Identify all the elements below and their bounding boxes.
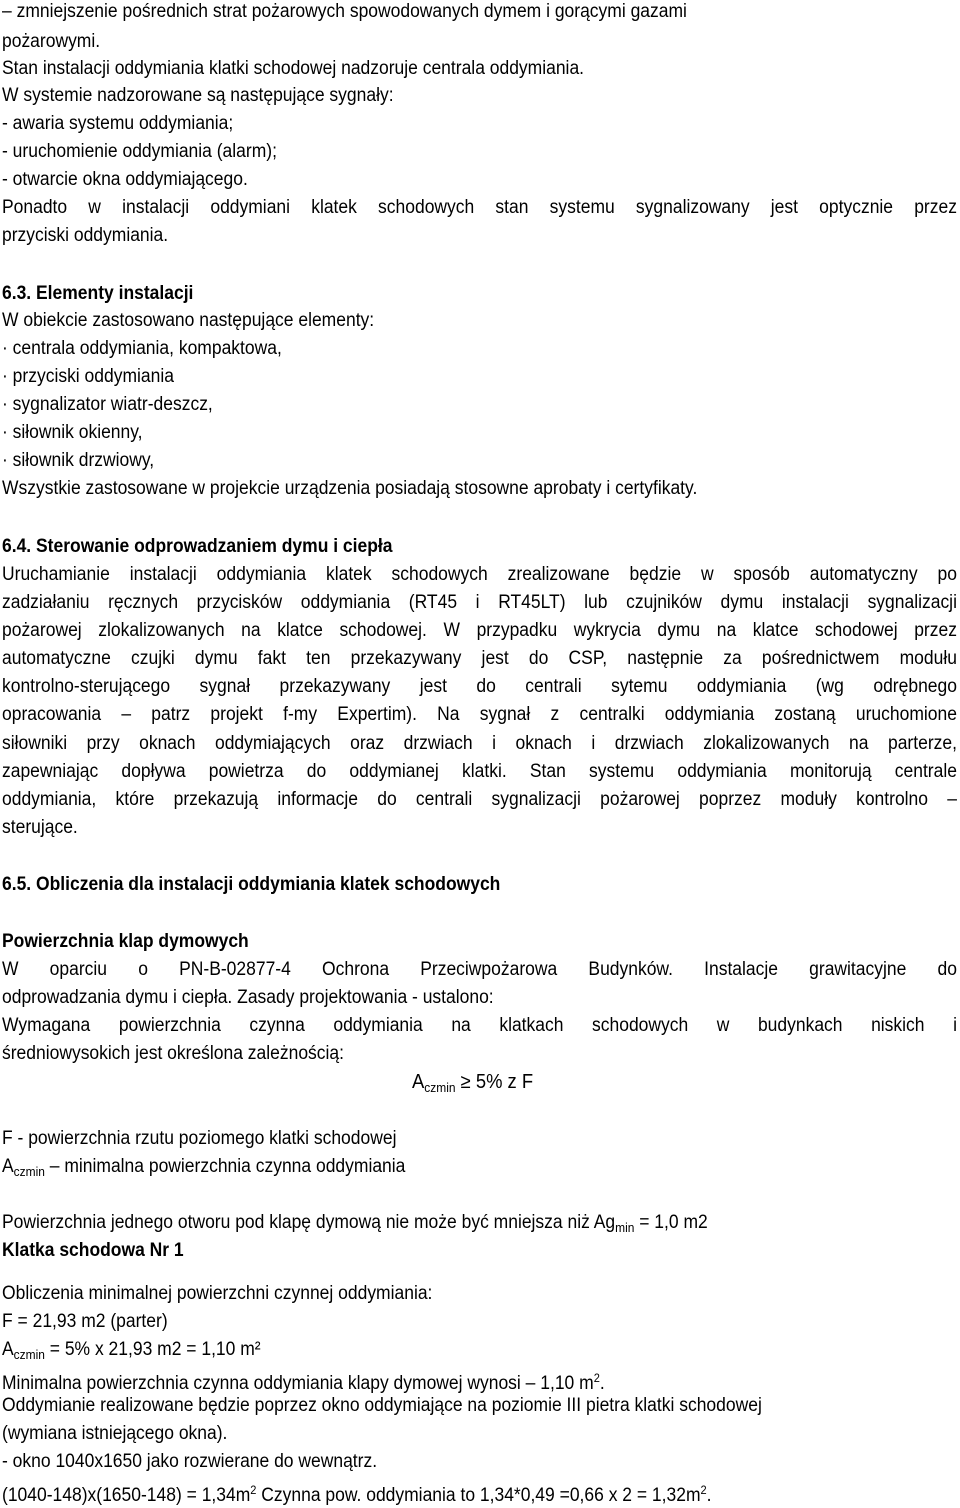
section-heading: 6.3. Elementy instalacji bbox=[2, 283, 194, 304]
text-line: Obliczenia minimalnej powierzchni czynnej oddymiania: bbox=[2, 1283, 433, 1304]
text-line: Ponadto w instalacji oddymiani klatek schodowych stan systemu sygnalizowany jest optycznie przez bbox=[2, 197, 957, 218]
formula bbox=[412, 1070, 914, 1100]
list-item: · przyciski oddymiania bbox=[2, 366, 174, 387]
list-item: - otwarcie okna oddymiającego. bbox=[2, 169, 248, 190]
text-line: W obiekcie zastosowano następujące elementy: bbox=[2, 310, 375, 331]
subsection-heading: Powierzchnia klap dymowych bbox=[2, 931, 249, 952]
paragraph-line: opracowania – patrz projekt f-my Expertim). Na sygnał z centralki oddymiania zostaną uruchomione bbox=[2, 704, 957, 725]
paragraph-line: sterujące. bbox=[2, 817, 78, 838]
text-fragment: . bbox=[706, 1485, 712, 1506]
text-fragment: Minimalna powierzchnia czynna oddymiania klapy dymowej wynosi – 1,10 m bbox=[2, 1373, 594, 1394]
text-line: Stan instalacji oddymiania klatki schodowej nadzoruje centrala oddymiania. bbox=[2, 58, 585, 79]
list-item: - uruchomienie oddymiania (alarm); bbox=[2, 141, 277, 162]
paragraph-line: W oparciu o PN-B-02877-4 Ochrona Przeciwpożarowa Budynków. Instalacje grawitacyjne do bbox=[2, 959, 957, 980]
paragraph-line: zapewniając dopływa powietrza do oddymianej klatki. Stan systemu oddymiania monitorują centrale bbox=[2, 761, 957, 782]
definition-line bbox=[2, 1155, 882, 1184]
text-subscript: min bbox=[615, 1220, 635, 1235]
text-superscript: 2 bbox=[700, 1483, 707, 1497]
list-item: · centrala oddymiania, kompaktowa, bbox=[2, 338, 282, 359]
text-line bbox=[2, 1211, 882, 1240]
definition-subscript: czmin bbox=[13, 1164, 45, 1179]
paragraph-line: automatyczne czujki dymu fakt ten przekazywany jest do CSP, następnie za pośrednictwem modułu bbox=[2, 648, 957, 669]
text-line bbox=[2, 1366, 882, 1396]
formula-rest: ≥ 5% z F bbox=[455, 1071, 534, 1093]
text-line bbox=[2, 1338, 882, 1367]
text-line: F = 21,93 m2 (parter) bbox=[2, 1311, 168, 1332]
formula-subscript: czmin bbox=[424, 1080, 456, 1095]
text-line: Oddymianie realizowane będzie poprzez okno oddymiające na poziomie III pietra klatki schodowej bbox=[2, 1395, 762, 1416]
paragraph-line: siłowniki przy oknach oddymiających oraz drzwiach i oknach i drzwiach zlokalizowanych na parterze, bbox=[2, 733, 957, 754]
text-fragment: . bbox=[599, 1373, 605, 1394]
formula-symbol: A bbox=[412, 1071, 425, 1093]
text-line: Wszystkie zastosowane w projekcie urządzenia posiadają stosowne aprobaty i certyfikaty. bbox=[2, 478, 698, 499]
list-item: · siłownik drzwiowy, bbox=[2, 450, 155, 471]
paragraph-line: średniowysokich jest określona zależnością: bbox=[2, 1043, 344, 1064]
paragraph-line: kontrolno-sterującego sygnał przekazywany jest do centrali sytemu oddymiania (wg odrębnego bbox=[2, 676, 957, 697]
section-heading: 6.5. Obliczenia dla instalacji oddymiania klatek schodowych bbox=[2, 874, 501, 895]
section-heading: 6.4. Sterowanie odprowadzaniem dymu i ciepła bbox=[2, 536, 393, 557]
paragraph-line: pożarowej zlokalizowanych na klatce schodowej. W przypadku wykrycia dymu na klatce schodowej przez bbox=[2, 620, 957, 641]
definition-text: – minimalna powierzchnia czynna oddymiania bbox=[44, 1156, 406, 1177]
paragraph-line: oddymiania, które przekazują informacje do centrali sygnalizacji pożarowej poprzez moduły kontrolno – bbox=[2, 789, 957, 810]
text-line: przyciski oddymiania. bbox=[2, 225, 169, 246]
text-line: (wymiana istniejącego okna). bbox=[2, 1423, 228, 1444]
paragraph-line: Uruchamianie instalacji oddymiania klatek schodowych zrealizowane będzie w sposób automatyczny po bbox=[2, 564, 957, 585]
text-subscript: czmin bbox=[13, 1347, 45, 1362]
text-line bbox=[2, 1478, 882, 1508]
text-line: - okno 1040x1650 jako rozwierane do wewnątrz. bbox=[2, 1451, 378, 1472]
text-fragment: Powierzchnia jednego otworu pod klapę dymową nie może być mniejsza niż Ag bbox=[2, 1212, 616, 1233]
text-fragment: A bbox=[2, 1339, 14, 1360]
list-item: · siłownik okienny, bbox=[2, 422, 143, 443]
text-line: pożarowymi. bbox=[2, 31, 101, 52]
text-fragment: = 5% x 21,93 m2 = 1,10 m² bbox=[44, 1339, 261, 1360]
paragraph-line: Wymagana powierzchnia czynna oddymiania na klatkach schodowych w budynkach niskich i bbox=[2, 1015, 957, 1036]
text-fragment: = 1,0 m2 bbox=[634, 1212, 708, 1233]
paragraph-line: zadziałaniu ręcznych przycisków oddymiania (RT45 i RT45LT) lub czujników dymu instalacji sygnalizacji bbox=[2, 592, 957, 613]
subsection-heading: Klatka schodowa Nr 1 bbox=[2, 1240, 184, 1261]
text-fragment: Czynna pow. oddymiania to 1,34*0,49 =0,66 x 2 = 1,32m bbox=[256, 1485, 701, 1506]
definition-symbol: A bbox=[2, 1156, 14, 1177]
text-line: W systemie nadzorowane są następujące sygnały: bbox=[2, 85, 394, 106]
text-superscript: 2 bbox=[593, 1371, 600, 1385]
text-superscript: 2 bbox=[250, 1483, 257, 1497]
definition-line: F - powierzchnia rzutu poziomego klatki schodowej bbox=[2, 1128, 397, 1149]
text-fragment: (1040-148)x(1650-148) = 1,34m bbox=[2, 1485, 251, 1506]
paragraph-line: odprowadzania dymu i ciepła. Zasady projektowania - ustalono: bbox=[2, 987, 494, 1008]
list-item: - awaria systemu oddymiania; bbox=[2, 113, 234, 134]
text-line: – zmniejszenie pośrednich strat pożarowych spowodowanych dymem i gorącymi gazami bbox=[2, 1, 687, 22]
list-item: · sygnalizator wiatr-deszcz, bbox=[2, 394, 213, 415]
